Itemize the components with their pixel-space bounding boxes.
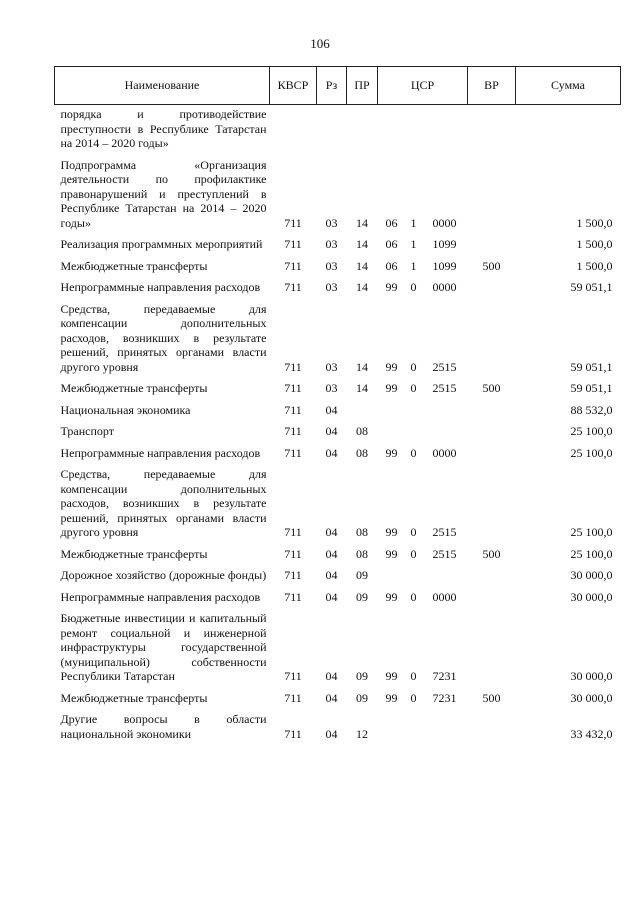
cell-pr: 14: [356, 381, 368, 395]
cell-csr3: [422, 396, 468, 418]
cell-vr: [468, 604, 516, 684]
cell-kvsr: 711: [284, 445, 302, 460]
table-row: [55, 439, 621, 461]
cell-csr2: 0: [410, 381, 417, 395]
cell-csr2: [406, 417, 422, 439]
table-row: [55, 230, 621, 252]
cell-csr1: 06: [385, 258, 398, 273]
cell-kvsr: 711: [284, 690, 302, 705]
cell-kvsr: 711: [284, 726, 302, 741]
cell-rz: 04: [325, 445, 338, 460]
cell-pr: 08: [356, 445, 368, 460]
table-row: [55, 105, 621, 151]
cell-pr: 14: [356, 237, 368, 251]
cell-pr: 09: [356, 589, 368, 604]
table-row: [55, 417, 621, 439]
table-row: [55, 295, 621, 375]
cell-kvsr: 711: [284, 280, 302, 294]
cell-csr3: [422, 417, 468, 439]
cell-name: Межбюджетные трансферты: [60, 690, 208, 705]
header-name: Наименование: [55, 67, 270, 105]
cell-csr1: [378, 105, 406, 151]
cell-name: Средства, передаваемые для компенсации дополнительных расходов, возникших в результате решений, принятых органами власти другого уровня: [60, 301, 267, 374]
cell-csr1: 99: [385, 589, 398, 604]
page-number: 106: [310, 36, 330, 51]
table-row: [55, 705, 621, 741]
cell-kvsr: 711: [284, 424, 302, 438]
cell-sum: 33 432,0: [570, 726, 613, 741]
cell-vr: [468, 295, 516, 375]
cell-csr3: 2515: [432, 525, 457, 539]
cell-sum: 59 051,1: [570, 381, 613, 395]
cell-kvsr: 711: [284, 402, 302, 417]
cell-pr: [347, 105, 378, 151]
table-row: [55, 460, 621, 540]
cell-sum: [516, 105, 621, 151]
cell-csr2: 1: [410, 237, 417, 251]
cell-kvsr: 711: [284, 546, 302, 561]
cell-name: Национальная экономика: [60, 402, 191, 417]
cell-csr1: 06: [385, 215, 398, 230]
cell-vr: [468, 460, 516, 540]
cell-rz: 04: [325, 669, 338, 683]
cell-pr: 08: [356, 546, 368, 561]
cell-vr: [468, 561, 516, 583]
table-row: [55, 684, 621, 706]
cell-pr: 14: [356, 215, 368, 230]
cell-pr: 08: [356, 424, 368, 438]
cell-csr3: 2515: [432, 546, 457, 561]
cell-csr2: 1: [410, 258, 417, 273]
cell-vr: [468, 273, 516, 295]
cell-name: Непрограммные направления расходов: [60, 280, 261, 294]
cell-csr1: [378, 417, 406, 439]
cell-name: Бюджетные инвестиции и капитальный ремонт социальной и инженерной инфраструктуры государственной (муниципальной) собственности Республики Татарстан: [60, 611, 267, 683]
cell-vr: [468, 705, 516, 741]
cell-kvsr: [270, 105, 317, 151]
cell-vr: [468, 151, 516, 231]
cell-pr: 09: [356, 690, 368, 705]
cell-csr1: 99: [385, 525, 398, 539]
cell-rz: 04: [325, 525, 338, 539]
header-csr: ЦСР: [378, 67, 468, 105]
cell-sum: 30 000,0: [570, 690, 613, 705]
table-row: [55, 374, 621, 396]
table-body: [55, 105, 621, 742]
cell-csr1: 99: [385, 445, 398, 460]
cell-csr3: 1099: [432, 237, 457, 251]
cell-csr1: [378, 705, 406, 741]
cell-pr: 09: [356, 568, 368, 582]
cell-csr3: [422, 561, 468, 583]
cell-name: Межбюджетные трансферты: [60, 381, 208, 395]
cell-csr2: 0: [410, 690, 417, 705]
cell-sum: 59 051,1: [570, 359, 613, 374]
cell-csr2: 0: [410, 589, 417, 604]
cell-name: Межбюджетные трансферты: [60, 546, 208, 561]
cell-rz: [317, 105, 347, 151]
header-rz: Рз: [317, 67, 347, 105]
cell-sum: 30 000,0: [570, 568, 613, 582]
cell-vr: [468, 583, 516, 605]
cell-csr2: [406, 561, 422, 583]
cell-csr3: 1099: [432, 258, 457, 273]
cell-csr2: 0: [410, 669, 417, 683]
cell-csr1: [378, 396, 406, 418]
cell-csr3: 2515: [432, 359, 457, 374]
cell-csr2: 0: [410, 546, 417, 561]
cell-sum: 30 000,0: [570, 669, 613, 683]
table-row: [55, 151, 621, 231]
cell-csr2: [406, 105, 422, 151]
table-row: [55, 561, 621, 583]
cell-rz: 04: [325, 568, 338, 582]
cell-sum: 25 100,0: [570, 546, 613, 561]
cell-rz: 03: [325, 258, 338, 273]
cell-vr: 500: [482, 690, 501, 705]
cell-sum: 1 500,0: [576, 215, 613, 230]
cell-name: Межбюджетные трансферты: [60, 258, 208, 273]
cell-csr1: 06: [385, 237, 398, 251]
cell-pr: [347, 396, 378, 418]
table-row: [55, 396, 621, 418]
cell-sum: 25 100,0: [570, 525, 613, 539]
cell-vr: [468, 417, 516, 439]
cell-rz: 03: [325, 215, 338, 230]
cell-rz: 04: [325, 726, 338, 741]
cell-pr: 12: [356, 726, 368, 741]
cell-kvsr: 711: [284, 258, 302, 273]
cell-csr1: 99: [385, 669, 398, 683]
header-sum: Сумма: [516, 67, 621, 105]
cell-csr2: 0: [410, 280, 417, 294]
table-row: [55, 252, 621, 274]
table-header-row: [55, 67, 621, 105]
budget-table: [54, 66, 621, 741]
cell-csr3: [422, 705, 468, 741]
cell-name: Другие вопросы в области национальной экономики: [60, 712, 267, 741]
cell-kvsr: 711: [284, 525, 302, 539]
cell-csr1: 99: [385, 359, 398, 374]
cell-rz: 04: [325, 424, 338, 438]
cell-csr1: 99: [385, 280, 398, 294]
cell-csr2: 0: [410, 445, 417, 460]
cell-csr3: 0000: [432, 280, 457, 294]
cell-name: порядка и противодействие преступности в Республике Татарстан на 2014 – 2020 годы»: [60, 107, 267, 150]
cell-vr: 500: [482, 258, 501, 273]
cell-csr3: 0000: [432, 445, 457, 460]
cell-name: Подпрограмма «Организация деятельности по профилактике правонарушений и преступлений в Республике Татарстан на 2014 – 2020 годы»: [60, 157, 267, 230]
cell-name: Транспорт: [60, 424, 114, 438]
cell-vr: [468, 230, 516, 252]
cell-sum: 88 532,0: [570, 402, 613, 417]
cell-rz: 04: [325, 690, 338, 705]
cell-vr: [468, 396, 516, 418]
cell-pr: 08: [356, 525, 368, 539]
cell-vr: [468, 105, 516, 151]
cell-sum: 25 100,0: [570, 424, 613, 438]
cell-name: Средства, передаваемые для компенсации дополнительных расходов, возникших в результате решений, принятых органами власти другого уровня: [60, 467, 267, 539]
table-row: [55, 273, 621, 295]
cell-name: Непрограммные направления расходов: [60, 589, 261, 604]
cell-csr3: 7231: [432, 669, 457, 683]
cell-csr2: 0: [410, 525, 417, 539]
cell-name: Реализация программных мероприятий: [60, 237, 263, 251]
cell-csr1: 99: [385, 546, 398, 561]
cell-rz: 03: [325, 381, 338, 395]
table-row: [55, 583, 621, 605]
cell-kvsr: 711: [284, 381, 302, 395]
cell-csr1: [378, 561, 406, 583]
cell-sum: 30 000,0: [570, 589, 613, 604]
cell-rz: 04: [325, 546, 338, 561]
cell-sum: 59 051,1: [570, 280, 613, 294]
cell-csr1: 99: [385, 381, 398, 395]
cell-kvsr: 711: [284, 589, 302, 604]
cell-vr: [468, 439, 516, 461]
cell-csr3: 2515: [432, 381, 457, 395]
cell-pr: 14: [356, 359, 368, 374]
table-row: [55, 604, 621, 684]
cell-kvsr: 711: [284, 669, 302, 683]
cell-csr3: 0000: [432, 215, 457, 230]
cell-csr2: [406, 705, 422, 741]
cell-pr: 09: [356, 669, 368, 683]
cell-sum: 1 500,0: [576, 237, 613, 251]
cell-kvsr: 711: [284, 237, 302, 251]
cell-rz: 03: [325, 359, 338, 374]
cell-rz: 03: [325, 280, 338, 294]
cell-sum: 25 100,0: [570, 445, 613, 460]
cell-name: Непрограммные направления расходов: [60, 445, 261, 460]
header-kvsr: КВСР: [270, 67, 317, 105]
cell-csr2: [406, 396, 422, 418]
cell-name: Дорожное хозяйство (дорожные фонды): [60, 568, 267, 582]
cell-csr3: 7231: [432, 690, 457, 705]
cell-vr: 500: [482, 381, 501, 395]
cell-csr3: [422, 105, 468, 151]
cell-csr2: 0: [410, 359, 417, 374]
cell-pr: 14: [356, 258, 368, 273]
cell-sum: 1 500,0: [576, 258, 613, 273]
header-pr: ПР: [347, 67, 378, 105]
cell-csr1: 99: [385, 690, 398, 705]
cell-rz: 03: [325, 237, 338, 251]
cell-kvsr: 711: [284, 215, 302, 230]
budget-table-container: [54, 66, 620, 741]
cell-kvsr: 711: [284, 359, 302, 374]
cell-vr: 500: [482, 546, 501, 561]
cell-pr: 14: [356, 280, 368, 294]
cell-rz: 04: [325, 589, 338, 604]
header-vr: ВР: [468, 67, 516, 105]
cell-rz: 04: [325, 402, 338, 417]
cell-csr3: 0000: [432, 589, 457, 604]
cell-kvsr: 711: [284, 568, 302, 582]
table-row: [55, 540, 621, 562]
cell-csr2: 1: [410, 215, 417, 230]
